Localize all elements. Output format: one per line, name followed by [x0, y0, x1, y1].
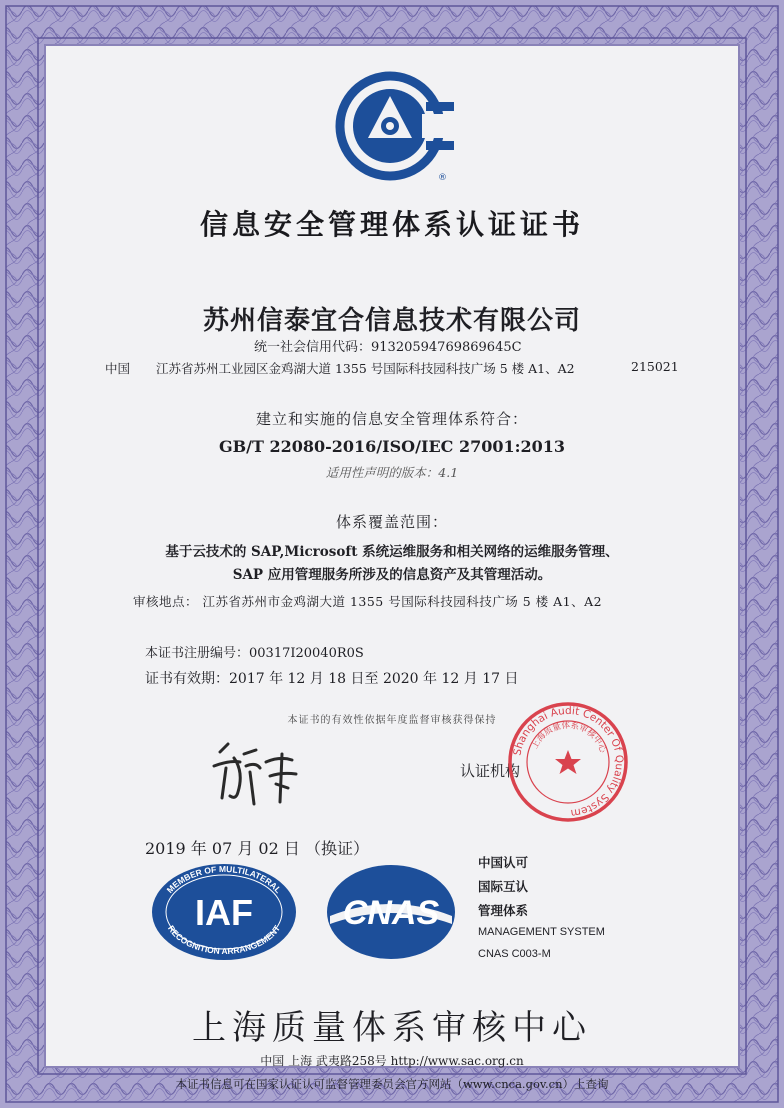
scope-heading: 体系覆盖范围： — [335, 513, 448, 531]
iaf-bottom-text: RECOGNITION ARRANGEMENT — [165, 923, 283, 957]
accreditation-en-1: MANAGEMENT SYSTEM — [478, 926, 605, 938]
company-name: 苏州信泰宜合信息技术有限公司 — [202, 306, 581, 336]
registered-mark: ® — [438, 173, 447, 183]
accreditation-cn-1: 中国认可 — [478, 855, 529, 870]
certificate-title: 信息安全管理体系认证证书 — [199, 208, 584, 241]
address-country: 中国 — [105, 361, 131, 376]
svg-text:谭平: 谭平 — [200, 732, 202, 733]
certification-body-label: 认证机构 — [460, 762, 521, 780]
accreditation-cn-2: 国际互认 — [478, 879, 529, 894]
accreditation-cn-3: 管理体系 — [478, 903, 529, 918]
standard-code: GB/T 22080-2016/ISO/IEC 27001:2013 — [218, 437, 566, 456]
seal-outer-text: Shanghai Audit Center Of Quality System — [511, 704, 626, 820]
footer-note: 本证书信息可在国家认证认可监督管理委员会官方网站（www.cnca.gov.cn）上查询 — [175, 1077, 609, 1091]
applicability-version: 适用性声明的版本：4.1 — [325, 465, 459, 480]
scope-line-1: 基于云技术的 SAP,Microsoft 系统运维服务和相关网络的运维服务管理、 — [165, 544, 619, 560]
accreditation-en-2: CNAS C003-M — [478, 948, 551, 960]
iaf-logo-icon — [150, 862, 298, 962]
validity-period: 证书有效期：2017 年 12 月 18 日至 2020 年 12 月 17 日 — [145, 671, 519, 687]
cnas-logo-icon — [322, 862, 460, 966]
registration-number: 本证书注册编号：00317I20040R0S — [145, 646, 364, 661]
credit-code-value: 91320594769869645C — [371, 340, 522, 355]
sac-logo-icon — [330, 68, 460, 186]
validity-note: 本证书的有效性依据年度监督审核获得保持 — [287, 715, 497, 726]
credit-code — [254, 336, 522, 355]
credit-code-label: 统一社会信用代码： — [254, 340, 372, 355]
seal-inner-text: 上海质量体系审核中心 — [530, 720, 608, 755]
address-postcode: 215021 — [631, 359, 679, 374]
audit-site: 审核地点： 江苏省苏州市金鸡湖大道 1355 号国际科技园科技广场 5 楼 A1、A2 — [133, 594, 603, 609]
issuer-contact: 中国 上海 武夷路258号 http://www.sac.org.cn — [260, 1054, 524, 1068]
iaf-main-text: IAF — [195, 892, 253, 933]
cnas-text: CNAS — [342, 894, 440, 932]
address-line: 江苏省苏州工业园区金鸡湖大道 1355 号国际科技园科技广场 5 楼 A1、A2 — [156, 361, 575, 376]
official-seal-icon — [506, 700, 630, 824]
scope-line-2: SAP 应用管理服务所涉及的信息资产及其管理活动。 — [232, 567, 552, 583]
iaf-top-text: MEMBER OF MULTILATERAL — [164, 863, 284, 896]
issuer-name: 上海质量体系审核中心 — [192, 1008, 592, 1048]
signature — [200, 732, 310, 812]
issue-date: 2019 年 07 月 02 日 （换证） — [145, 839, 369, 858]
conformity-statement: 建立和实施的信息安全管理体系符合： — [255, 410, 528, 428]
